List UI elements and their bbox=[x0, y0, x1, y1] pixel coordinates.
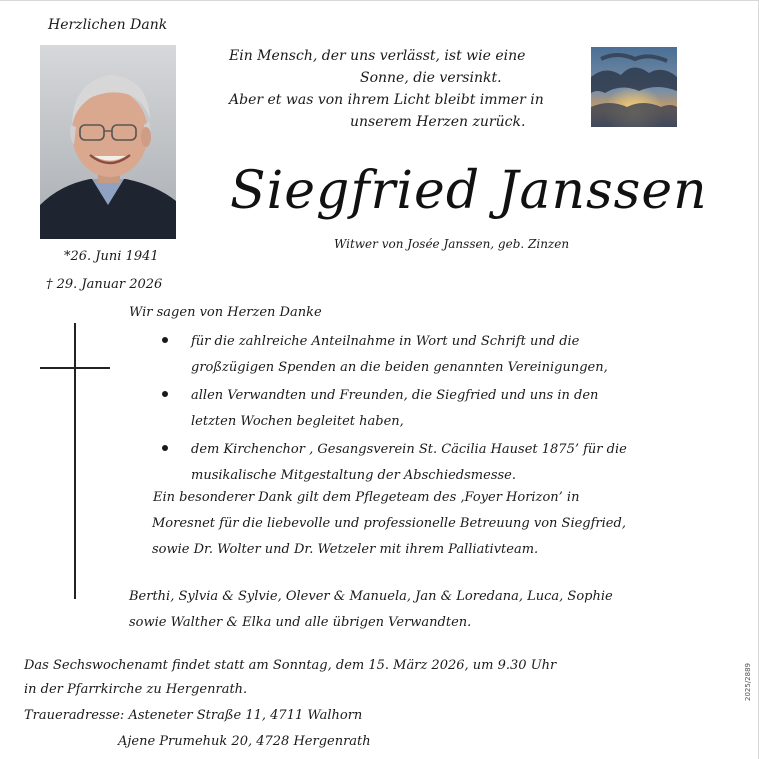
bullet-line: letzten Wochen begleitet haben, bbox=[191, 414, 404, 429]
poem bbox=[229, 45, 549, 133]
bullet-line: musikalische Mitgestaltung der Abschiedsmesse. bbox=[191, 468, 516, 483]
mourning-address bbox=[24, 703, 371, 755]
cross-vertical-bar bbox=[74, 323, 76, 599]
list-item bbox=[148, 329, 627, 381]
portrait-illustration bbox=[40, 45, 176, 239]
bullet-line: großzügigen Spenden an die beiden genannten Vereinigungen, bbox=[191, 360, 608, 375]
thanks-title: Herzlichen Dank bbox=[48, 17, 168, 33]
family-line: Berthi, Sylvia & Sylvie, Olever & Manuela, Jan & Loredana, Luca, Sophie bbox=[129, 589, 613, 604]
bullet-line: dem Kirchenchor , Gesangsverein St. Cäcilia Hauset 1875’ für die bbox=[191, 442, 627, 457]
ad-code: 2025/2889 bbox=[744, 663, 752, 701]
special-thanks-line: sowie Dr. Wolter und Dr. Wetzeler mit ihrem Palliativteam. bbox=[152, 542, 539, 557]
sunset-image bbox=[591, 47, 677, 127]
special-thanks bbox=[153, 485, 626, 563]
thanks-bullet-list bbox=[148, 329, 627, 491]
widow-line: Witwer von Josée Janssen, geb. Zinzen bbox=[334, 237, 570, 251]
poem-line: Sonne, die versinkt. bbox=[360, 70, 502, 86]
deceased-name: Siegfried Janssen bbox=[230, 161, 708, 221]
special-thanks-line: Moresnet für die liebevolle und professionelle Betreuung von Siegfried, bbox=[152, 516, 626, 531]
sunset-clouds-illustration bbox=[591, 47, 677, 127]
thanks-intro: Wir sagen von Herzen Danke bbox=[129, 305, 322, 320]
poem-line: unserem Herzen zurück. bbox=[350, 114, 526, 130]
family-signatures bbox=[129, 584, 613, 636]
address-line: Ajene Prumehuk 20, 4728 Hergenrath bbox=[118, 734, 371, 749]
mass-line: Das Sechswochenamt findet statt am Sonntag, dem 15. März 2026, um 9.30 Uhr bbox=[24, 658, 557, 673]
family-line: sowie Walther & Elka und alle übrigen Verwandten. bbox=[129, 615, 472, 630]
bullet-line: für die zahlreiche Anteilnahme in Wort und Schrift und die bbox=[191, 334, 580, 349]
list-item bbox=[148, 383, 627, 435]
bullet-line: allen Verwandten und Freunden, die Siegfried und uns in den bbox=[191, 388, 599, 403]
special-thanks-line: Ein besonderer Dank gilt dem Pflegeteam des ‚Foyer Horizon’ in bbox=[153, 490, 580, 505]
portrait-photo bbox=[40, 45, 176, 239]
mass-announcement bbox=[24, 654, 556, 702]
cross-horizontal-bar bbox=[40, 367, 110, 369]
address-line: Traueradresse: Asteneter Straße 11, 4711 Walhorn bbox=[24, 708, 363, 723]
death-date: † 29. Januar 2026 bbox=[46, 277, 163, 292]
list-item bbox=[148, 437, 627, 489]
mass-line: in der Pfarrkirche zu Hergenrath. bbox=[24, 682, 248, 697]
poem-line: Ein Mensch, der uns verlässt, ist wie eine bbox=[229, 48, 526, 64]
birth-date: *26. Juni 1941 bbox=[64, 249, 159, 264]
poem-line: Aber et was von ihrem Licht bleibt immer in bbox=[229, 92, 544, 108]
